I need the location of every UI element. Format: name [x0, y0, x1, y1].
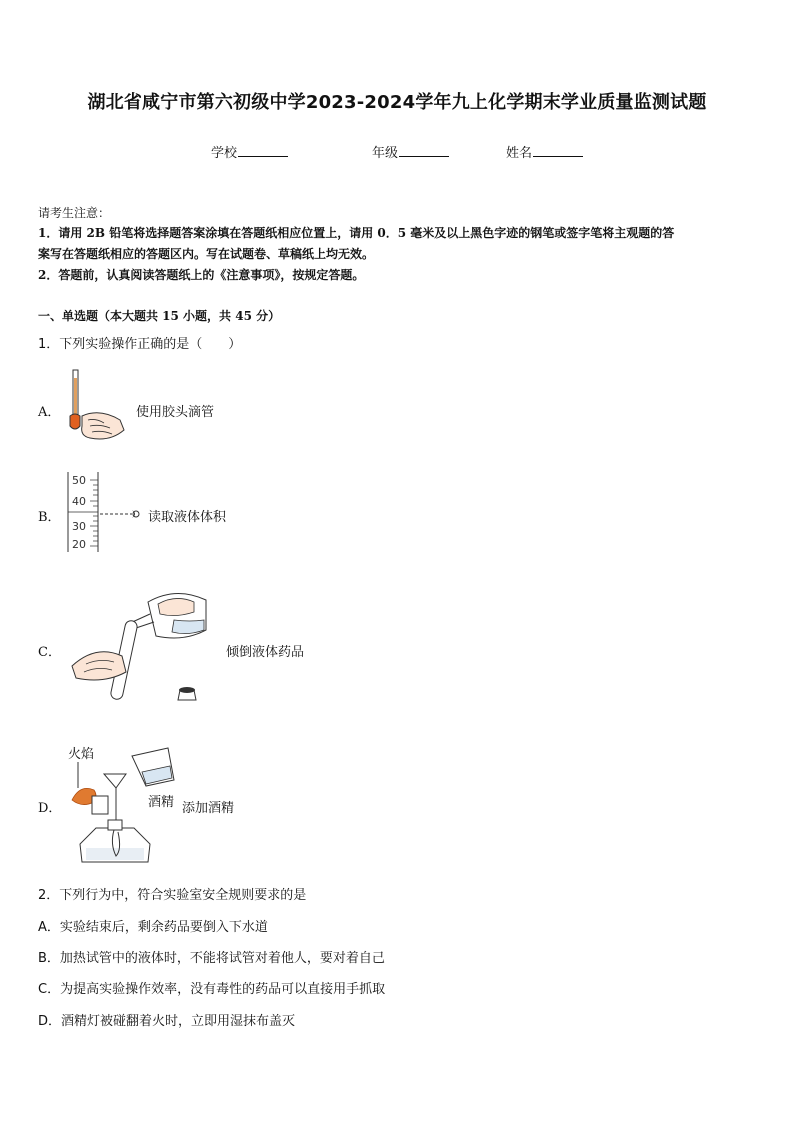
eye-icon — [133, 511, 139, 517]
exam-title: 湖北省咸宁市第六初级中学2023-2024学年九上化学期末学业质量监测试题 — [87, 92, 707, 113]
name-blank[interactable] — [533, 144, 583, 157]
q1-option-c-letter[interactable]: C． — [38, 645, 61, 660]
name-label: 姓名 — [506, 146, 533, 161]
cylinder-tick-30: 30 — [72, 520, 86, 533]
grade-field — [372, 142, 449, 161]
school-label: 学校 — [211, 146, 238, 161]
cylinder-tick-20: 20 — [72, 538, 86, 551]
q1-option-b-caption: 读取液体体积 — [148, 510, 227, 525]
notice-item-1-line-2: 案写在答题纸相应的答题区内。写在试题卷、草稿纸上均无效。 — [38, 247, 375, 261]
question-2-stem: 2．下列行为中，符合实验室安全规则要求的是 — [38, 888, 307, 903]
notice-item-2: 2．答题前，认真阅读答题纸上的《注意事项》，按规定答题。 — [38, 268, 365, 282]
name-field — [506, 142, 583, 161]
q1-option-a-caption: 使用胶头滴管 — [136, 405, 215, 420]
cylinder-tick-40: 40 — [72, 495, 86, 508]
q1-option-c-caption: 倾倒液体药品 — [226, 645, 305, 660]
pouring-liquid-illustration — [66, 580, 216, 710]
alcohol-label: 酒精 — [148, 795, 175, 810]
q1-option-b-letter[interactable]: B． — [38, 510, 61, 525]
q2-option-a[interactable]: A．实验结束后，剩余药品要倒入下水道 — [38, 920, 268, 935]
school-blank[interactable] — [238, 144, 288, 157]
q2-option-c[interactable]: C．为提高实验操作效率，没有毒性的药品可以直接用手抓取 — [38, 982, 386, 997]
notice-heading: 请考生注意： — [38, 206, 111, 220]
q1-option-a-letter[interactable]: A． — [38, 405, 61, 420]
school-field — [211, 142, 288, 161]
graduated-cylinder-illustration — [62, 470, 152, 555]
question-1-stem: 1．下列实验操作正确的是（ ） — [38, 337, 242, 352]
q1-option-d-caption: 添加酒精 — [182, 801, 235, 816]
grade-blank[interactable] — [399, 144, 449, 157]
flame-label: 火焰 — [68, 747, 95, 762]
dropper-hand-illustration — [60, 368, 130, 443]
section-heading: 一、单选题（本大题共 15 小题，共 45 分） — [38, 309, 281, 323]
q2-option-b[interactable]: B．加热试管中的液体时，不能将试管对着他人，要对着自己 — [38, 951, 385, 966]
cylinder-tick-50: 50 — [72, 474, 86, 487]
notice-item-1-line-1: 1．请用 2B 铅笔将选择题答案涂填在答题纸相应位置上，请用 0．5 毫米及以上黑色字迹的钢笔或签字笔将主观题的答 — [38, 226, 675, 240]
q1-option-d-letter[interactable]: D． — [38, 801, 62, 816]
q2-option-d[interactable]: D．酒精灯被碰翻着火时，立即用湿抹布盖灭 — [38, 1014, 296, 1029]
grade-label: 年级 — [372, 146, 399, 161]
